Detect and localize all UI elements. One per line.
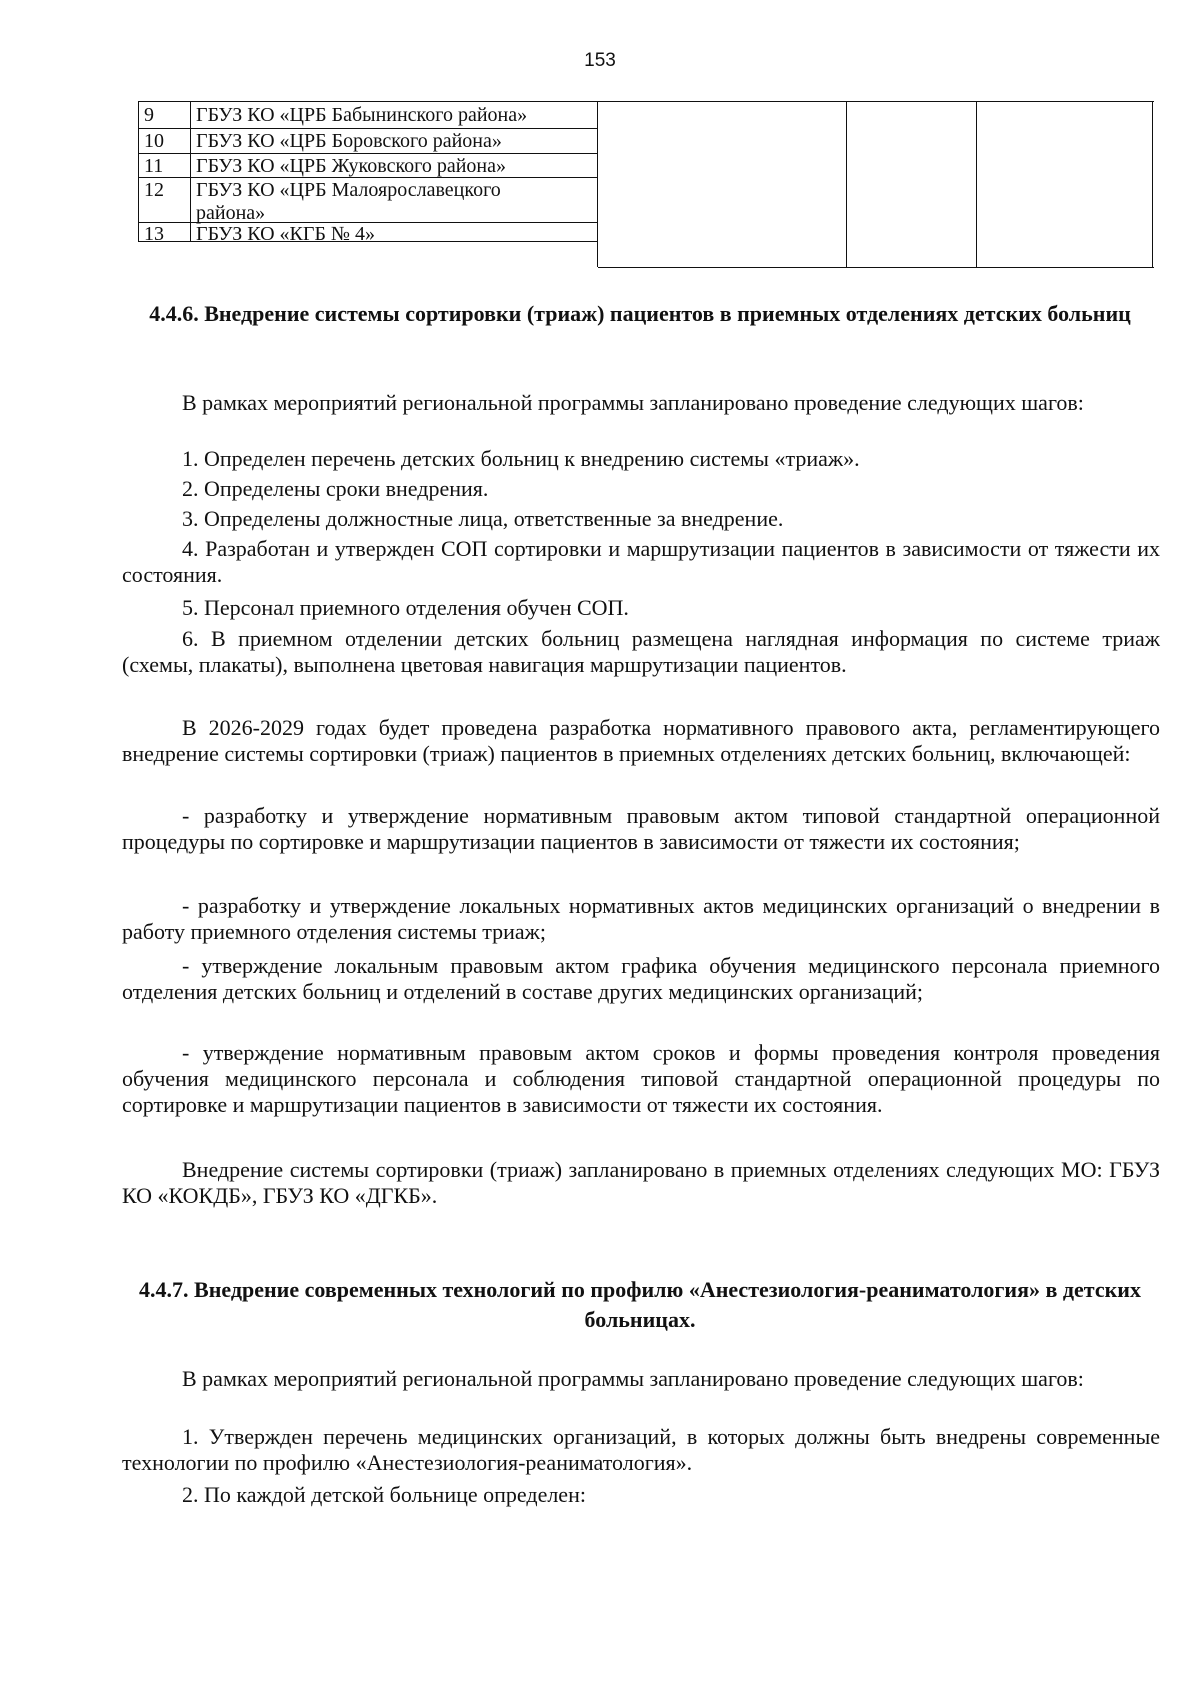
list-item: - разработку и утверждение локальных нормативных актов медицинских организаций о внедрении в работу приемного отделения системы триаж; (122, 893, 1160, 944)
paragraph: В рамках мероприятий региональной программы запланировано проведение следующих шагов: (182, 390, 1084, 415)
table-row-name: ГБУЗ КО «ЦРБ Малоярославецкого района» (196, 179, 501, 224)
table-row-number: 10 (144, 130, 164, 152)
table-row-number: 11 (144, 155, 164, 177)
hospital-table (138, 101, 1154, 267)
list-item: - утверждение нормативным правовым актом сроков и формы проведения контроля проведения обучения медицинского персонала и соблюдения типовой стандартной операционной процедуры по сортировке и маршрутизации пациентов в зависимости от тяжести их состояния. (122, 1040, 1160, 1117)
list-item: - разработку и утверждение нормативным правовым актом типовой стандартной операционной процедуры по сортировке и маршрутизации пациентов в зависимости от тяжести их состояния; (122, 803, 1160, 854)
paragraph: Внедрение системы сортировки (триаж) запланировано в приемных отделениях следующих МО: ГБУЗ КО «КОКДБ», ГБУЗ КО «ДГКБ». (122, 1157, 1160, 1208)
paragraph: В рамках мероприятий региональной программы запланировано проведение следующих шагов: (182, 1366, 1084, 1391)
list-item: 3. Определены должностные лица, ответственные за внедрение. (182, 506, 784, 531)
paragraph: В 2026-2029 годах будет проведена разработка нормативного правового акта, регламентирующего внедрение системы сортировки (триаж) пациентов в приемных отделениях детских больниц, включающей: (122, 715, 1160, 766)
list-item: 1. Определен перечень детских больниц к внедрению системы «триаж». (182, 446, 860, 471)
table-row-name: ГБУЗ КО «ЦРБ Жуковского района» (196, 155, 507, 177)
table-row-number: 9 (144, 104, 154, 126)
table-row-name: ГБУЗ КО «ЦРБ Бабынинского района» (196, 104, 528, 126)
list-item: 2. По каждой детской больнице определен: (182, 1482, 586, 1507)
page-number: 153 (584, 50, 616, 71)
list-item: 1. Утвержден перечень медицинских организаций, в которых должны быть внедрены современные технологии по профилю «Анестезиология-реаниматология». (122, 1424, 1160, 1475)
list-item: 5. Персонал приемного отделения обучен СОП. (182, 595, 629, 620)
section-heading: 4.4.6. Внедрение системы сортировки (триаж) пациентов в приемных отделениях детских больниц (149, 301, 1131, 326)
list-item: 2. Определены сроки внедрения. (182, 476, 489, 501)
section-heading: 4.4.7. Внедрение современных технологий по профилю «Анестезиология-реаниматология» в детских больницах. (139, 1277, 1141, 1332)
list-item: 6. В приемном отделении детских больниц размещена наглядная информация по системе триаж (схемы, плакаты), выполнена цветовая навигация маршрутизации пациентов. (122, 626, 1160, 677)
list-item: - утверждение локальным правовым актом графика обучения медицинского персонала приемного отделения детских больниц и отделений в составе других медицинских организаций; (122, 953, 1160, 1004)
table-row-number: 13 (144, 223, 164, 245)
table-row-name: ГБУЗ КО «ЦРБ Боровского района» (196, 130, 502, 152)
list-item: 4. Разработан и утвержден СОП сортировки и маршрутизации пациентов в зависимости от тяжести их состояния. (122, 536, 1160, 587)
table-row-name: ГБУЗ КО «КГБ № 4» (196, 223, 376, 245)
table-row-number: 12 (144, 179, 164, 201)
